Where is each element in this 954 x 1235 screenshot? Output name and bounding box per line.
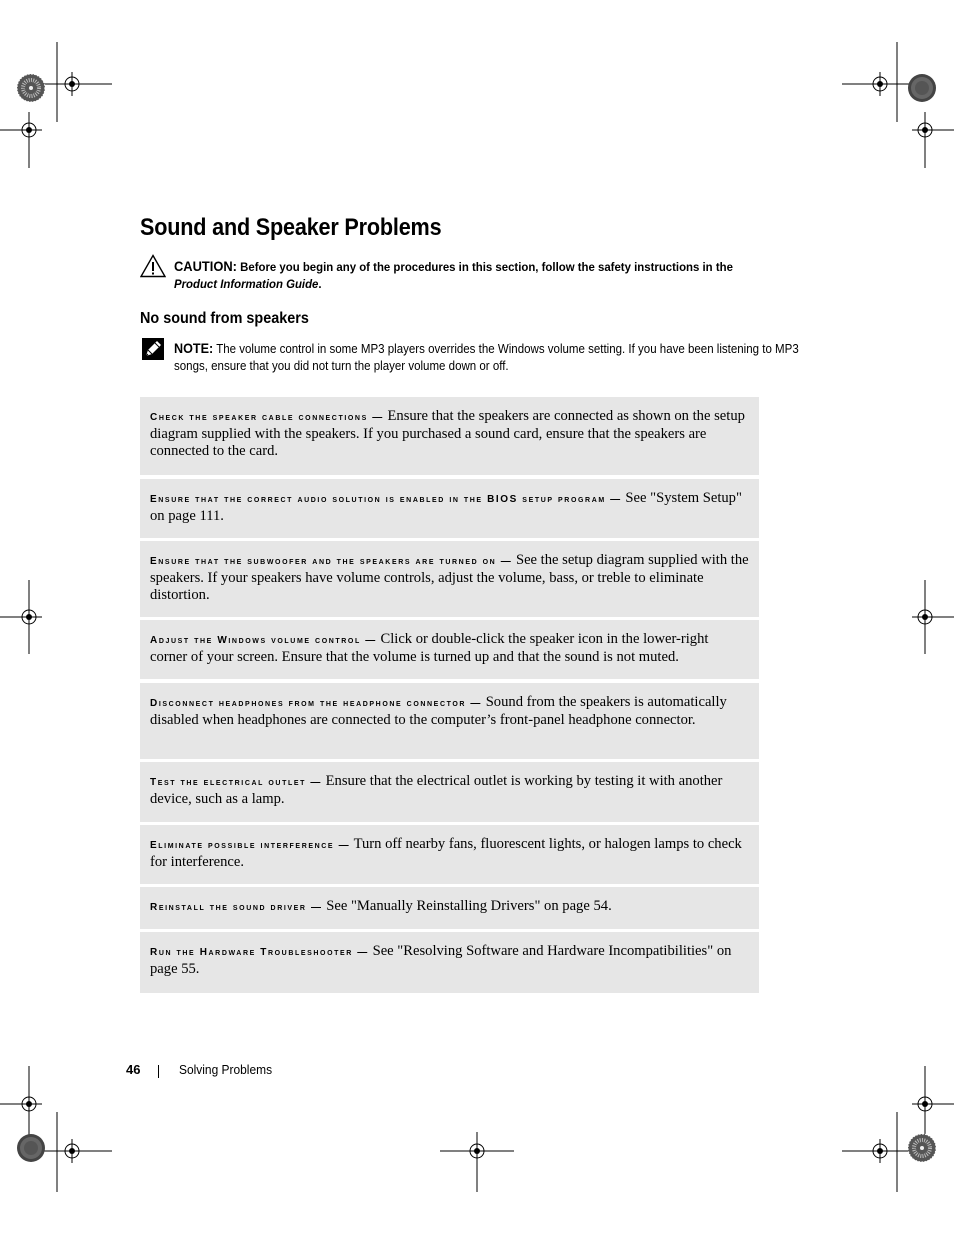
item-body: See the setup diagram supplied with the speakers. If your speakers have volume controls, adjust the volume, bass, or treble to eliminate distortion. <box>150 552 749 603</box>
item-heading: Ensure that the subwoofer and the speakers are turned on — <box>150 556 513 567</box>
crosshair-target-icon <box>0 112 42 168</box>
item-heading: Test the electrical outlet — <box>150 777 322 788</box>
troubleshoot-item <box>140 541 759 617</box>
troubleshoot-item <box>140 479 759 538</box>
page-title: Sound and Speaker Problems <box>140 214 442 241</box>
item-heading: Reinstall the sound driver — <box>150 902 323 913</box>
caution-body: Before you begin any of the procedures in this section, follow the safety instructions in the <box>240 260 733 274</box>
troubleshoot-item <box>140 620 759 679</box>
starburst-mark-icon <box>908 74 936 102</box>
troubleshoot-item <box>140 762 759 822</box>
crosshair-target-icon <box>912 1066 954 1140</box>
item-body: See "System Setup" on page 111. <box>150 490 742 524</box>
item-heading: Run the Hardware Troubleshooter — <box>150 947 369 958</box>
warning-triangle-icon <box>140 254 166 278</box>
item-body: See "Resolving Software and Hardware Incompatibilities" on page 55. <box>150 943 732 977</box>
note-pencil-icon <box>142 338 164 360</box>
footer-divider <box>158 1065 159 1078</box>
item-heading: Adjust the Windows volume control — <box>150 635 377 646</box>
troubleshoot-item <box>140 932 759 993</box>
crosshair-target-icon <box>912 112 954 168</box>
item-heading: Check the speaker cable connections — <box>150 412 384 423</box>
item-body: See "Manually Reinstalling Drivers" on page 54. <box>326 898 612 914</box>
caution-label: CAUTION: <box>174 258 237 274</box>
crosshair-target-icon <box>0 1066 42 1140</box>
crosshair-target-icon <box>440 1132 514 1192</box>
troubleshoot-item <box>140 397 759 475</box>
item-body: Turn off nearby fans, fluorescent lights, or halogen lamps to check for interference. <box>150 836 742 870</box>
caution-period: . <box>318 277 322 291</box>
crosshair-target-icon <box>912 580 954 654</box>
item-body: Ensure that the speakers are connected as shown on the setup diagram supplied with the speakers. If you purchased a sound card, ensure that the speakers are connected to the card. <box>150 408 745 459</box>
section-heading: No sound from speakers <box>140 310 309 327</box>
item-heading: Ensure that the correct audio solution is enabled in the BIOS setup program — <box>150 494 622 505</box>
footer-section-title: Solving Problems <box>179 1062 273 1077</box>
starburst-mark-icon <box>908 1134 936 1162</box>
starburst-mark-icon <box>17 1134 45 1162</box>
item-heading: Eliminate possible interference — <box>150 840 351 851</box>
note-body: The volume control in some MP3 players overrides the Windows volume setting. If you have been listening to MP3 songs, ensure that you did not turn the player volume down or off. <box>174 341 799 373</box>
starburst-mark-icon <box>17 74 45 102</box>
item-body: Ensure that the electrical outlet is working by testing it with another device, such as a lamp. <box>150 773 723 807</box>
note-label: NOTE: <box>174 340 214 356</box>
item-body: Click or double-click the speaker icon in the lower-right corner of your screen. Ensure that the volume is turned up and that the sound is not muted. <box>150 631 709 665</box>
note-text <box>174 340 804 374</box>
item-heading: Disconnect headphones from the headphone connector — <box>150 698 483 709</box>
troubleshoot-item <box>140 825 759 884</box>
item-body: Sound from the speakers is automatically disabled when headphones are connected to the computer’s front-panel headphone connector. <box>150 694 727 728</box>
page-number: 46 <box>126 1062 141 1077</box>
caution-text <box>174 258 763 293</box>
troubleshoot-item <box>140 683 759 759</box>
troubleshoot-item <box>140 887 759 929</box>
guide-reference: Product Information Guide <box>174 277 319 291</box>
crosshair-target-icon <box>0 580 42 654</box>
